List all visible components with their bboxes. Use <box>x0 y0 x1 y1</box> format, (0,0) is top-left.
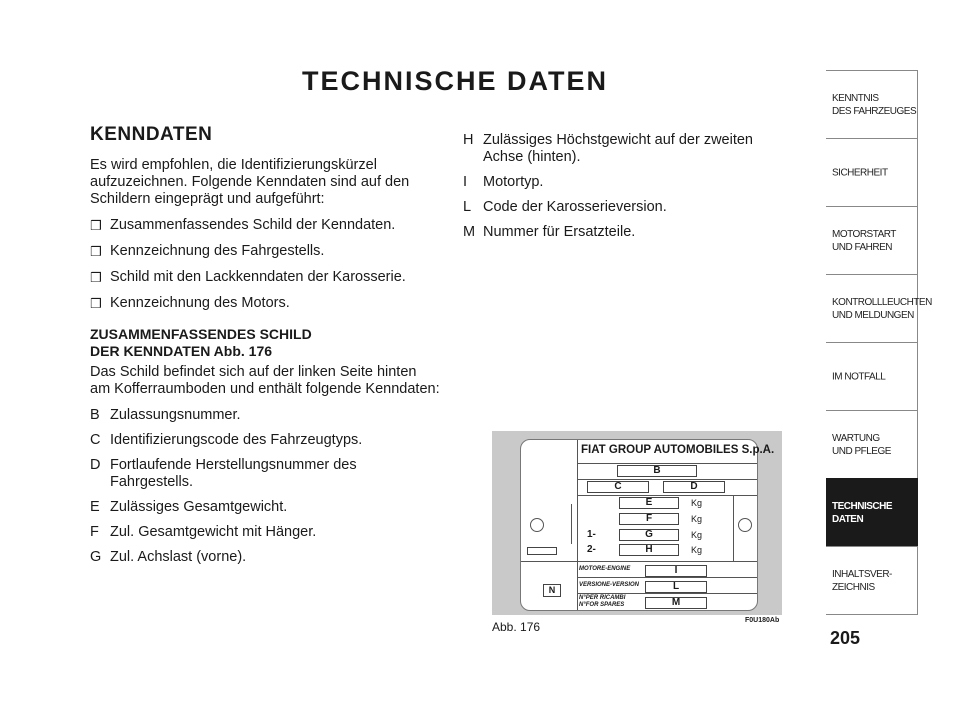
mounting-hole-icon <box>530 518 544 532</box>
definition-text: Zulassungsnummer. <box>110 407 241 423</box>
plate-rule <box>521 561 577 562</box>
checkbox-bullet-icon: ❒ <box>90 296 102 311</box>
definition-text: Nummer für Ersatzteile. <box>483 224 636 240</box>
definition-item <box>90 407 440 424</box>
definition-item <box>463 224 793 241</box>
plate-field-i: I <box>645 565 707 577</box>
definition-text: Motortyp. <box>483 174 544 190</box>
plate-rule <box>577 561 757 562</box>
plate-field-d: D <box>663 481 725 493</box>
kg-label: Kg <box>691 514 703 524</box>
subheading <box>90 326 440 360</box>
definition-item <box>90 499 440 516</box>
plate-rule <box>577 463 757 464</box>
plate-field-l: L <box>645 581 707 593</box>
figure-code: F0U180Ab <box>745 617 780 624</box>
list-item <box>90 243 440 260</box>
figure-caption: Abb. 176 <box>492 620 541 634</box>
definition-key: E <box>90 499 100 515</box>
tab-kontrollleuchten[interactable] <box>826 274 932 342</box>
plate-divider <box>577 440 578 610</box>
kg-label: Kg <box>691 545 703 555</box>
intro-paragraph: Es wird empfohlen, die Identifizierungskürzel aufzuzeichnen. Folgende Kenndaten sind auf den Schildern eingeprägt und aufgeführt: <box>90 157 410 207</box>
definition-item <box>463 174 793 191</box>
kg-label: Kg <box>691 498 703 508</box>
sub-intro-paragraph: Das Schild befindet sich auf der linken Seite hinten am Kofferraumboden und enthält folgende Kenndaten: <box>90 364 440 397</box>
definition-text: Fortlaufende Herstellungsnummer des Fahrgestells. <box>110 457 357 490</box>
list-item <box>90 217 440 234</box>
definition-text: Identifizierungscode des Fahrzeugtyps. <box>110 432 363 448</box>
tab-im-notfall[interactable] <box>826 342 918 410</box>
plate-rule <box>577 479 757 480</box>
checkbox-bullet-icon: ❒ <box>90 244 102 259</box>
checkbox-bullet-icon: ❒ <box>90 218 102 233</box>
spares-label: N°PER RICAMBI <box>579 595 626 601</box>
plate-divider <box>733 495 734 561</box>
tab-motorstart[interactable] <box>826 206 918 274</box>
definition-text: Zulässiges Gesamtgewicht. <box>110 499 288 515</box>
page-title: TECHNISCHE DATEN <box>301 66 608 96</box>
tab-label: KONTROLLLEUCHTEN UND MELDUNGEN <box>832 296 932 321</box>
plate-field-e: E <box>619 497 679 509</box>
plate-field-m: M <box>645 597 707 609</box>
mounting-hole-icon <box>738 518 752 532</box>
plate-field-b: B <box>617 465 697 477</box>
plate-rule <box>577 593 757 594</box>
tab-label: INHALTSVER- ZEICHNIS <box>832 568 892 593</box>
definition-key: L <box>463 199 472 215</box>
definition-item <box>90 457 440 491</box>
subheading-line: DER KENNDATEN Abb. 176 <box>90 343 273 359</box>
section-heading: KENNDATEN <box>90 124 213 145</box>
axle-row-label: 2- <box>587 544 596 555</box>
chapter-sidebar <box>826 70 932 615</box>
definition-text: Zul. Achslast (vorne). <box>110 549 247 565</box>
definition-key: C <box>90 432 101 448</box>
tab-label: KENNTNIS DES FAHRZEUGES <box>832 92 917 117</box>
plate-field-g: G <box>619 529 679 541</box>
plate-rule <box>577 577 757 578</box>
definition-text: Zul. Gesamtgewicht mit Hänger. <box>110 524 317 540</box>
plate-title: FIAT GROUP AUTOMOBILES S.p.A. <box>581 444 775 456</box>
axle-row-label: 1- <box>587 529 596 540</box>
list-item <box>90 269 440 286</box>
tab-label: IM NOTFALL <box>832 371 886 382</box>
tab-sicherheit[interactable] <box>826 138 918 206</box>
tab-wartung[interactable] <box>826 410 918 478</box>
tab-technische-daten[interactable] <box>826 478 918 546</box>
plate-rule <box>577 495 757 496</box>
left-column <box>90 126 440 574</box>
tab-inhaltsverzeichnis[interactable] <box>826 546 918 614</box>
definition-key: D <box>90 457 101 473</box>
plate-field-f: F <box>619 513 679 525</box>
definition-item <box>463 132 793 166</box>
tab-kenntnis[interactable] <box>826 70 918 138</box>
list-item <box>90 295 440 312</box>
definition-text: Code der Karosserieversion. <box>483 199 667 215</box>
tab-label: SICHERHEIT <box>832 167 888 178</box>
spares-label: N°FOR SPARES <box>579 602 625 608</box>
list-item-text: Schild mit den Lackkenndaten der Karosserie. <box>110 269 406 285</box>
engine-label: MOTORE-ENGINE <box>579 566 631 572</box>
tab-label: TECHNISCHE DATEN <box>832 500 893 525</box>
identification-plate <box>520 439 775 611</box>
definition-key: M <box>463 224 476 240</box>
definition-key: F <box>90 524 99 540</box>
tab-label: MOTORSTART UND FAHREN <box>832 228 896 253</box>
page-number: 205 <box>830 628 861 648</box>
plate-field-c: C <box>587 481 649 493</box>
empty-field <box>527 547 557 555</box>
definition-key: I <box>463 174 468 190</box>
definition-item <box>90 549 440 566</box>
definition-text: Zulässiges Höchstgewicht auf der zweiten Achse (hinten). <box>483 132 753 165</box>
sidebar-bottom-rule <box>826 614 918 615</box>
plate-field-n: N <box>543 584 561 597</box>
definition-item <box>463 199 793 216</box>
kg-label: Kg <box>691 530 703 540</box>
checkbox-bullet-icon: ❒ <box>90 270 102 285</box>
list-item-text: Zusammenfassendes Schild der Kenndaten. <box>110 217 396 233</box>
identification-plate-figure <box>492 431 782 615</box>
definition-key: G <box>90 549 102 565</box>
list-item-text: Kennzeichnung des Fahrgestells. <box>110 243 325 259</box>
definition-key: B <box>90 407 100 423</box>
version-label: VERSIONE-VERSION <box>579 582 640 588</box>
right-column <box>463 132 793 249</box>
plate-divider <box>571 504 572 544</box>
list-item-text: Kennzeichnung des Motors. <box>110 295 290 311</box>
subheading-line: ZUSAMMENFASSENDES SCHILD <box>90 326 312 342</box>
definition-key: H <box>463 132 474 148</box>
definition-item <box>90 524 440 541</box>
tab-label: WARTUNG UND PFLEGE <box>832 432 891 457</box>
definition-item <box>90 432 440 449</box>
plate-field-h: H <box>619 544 679 556</box>
